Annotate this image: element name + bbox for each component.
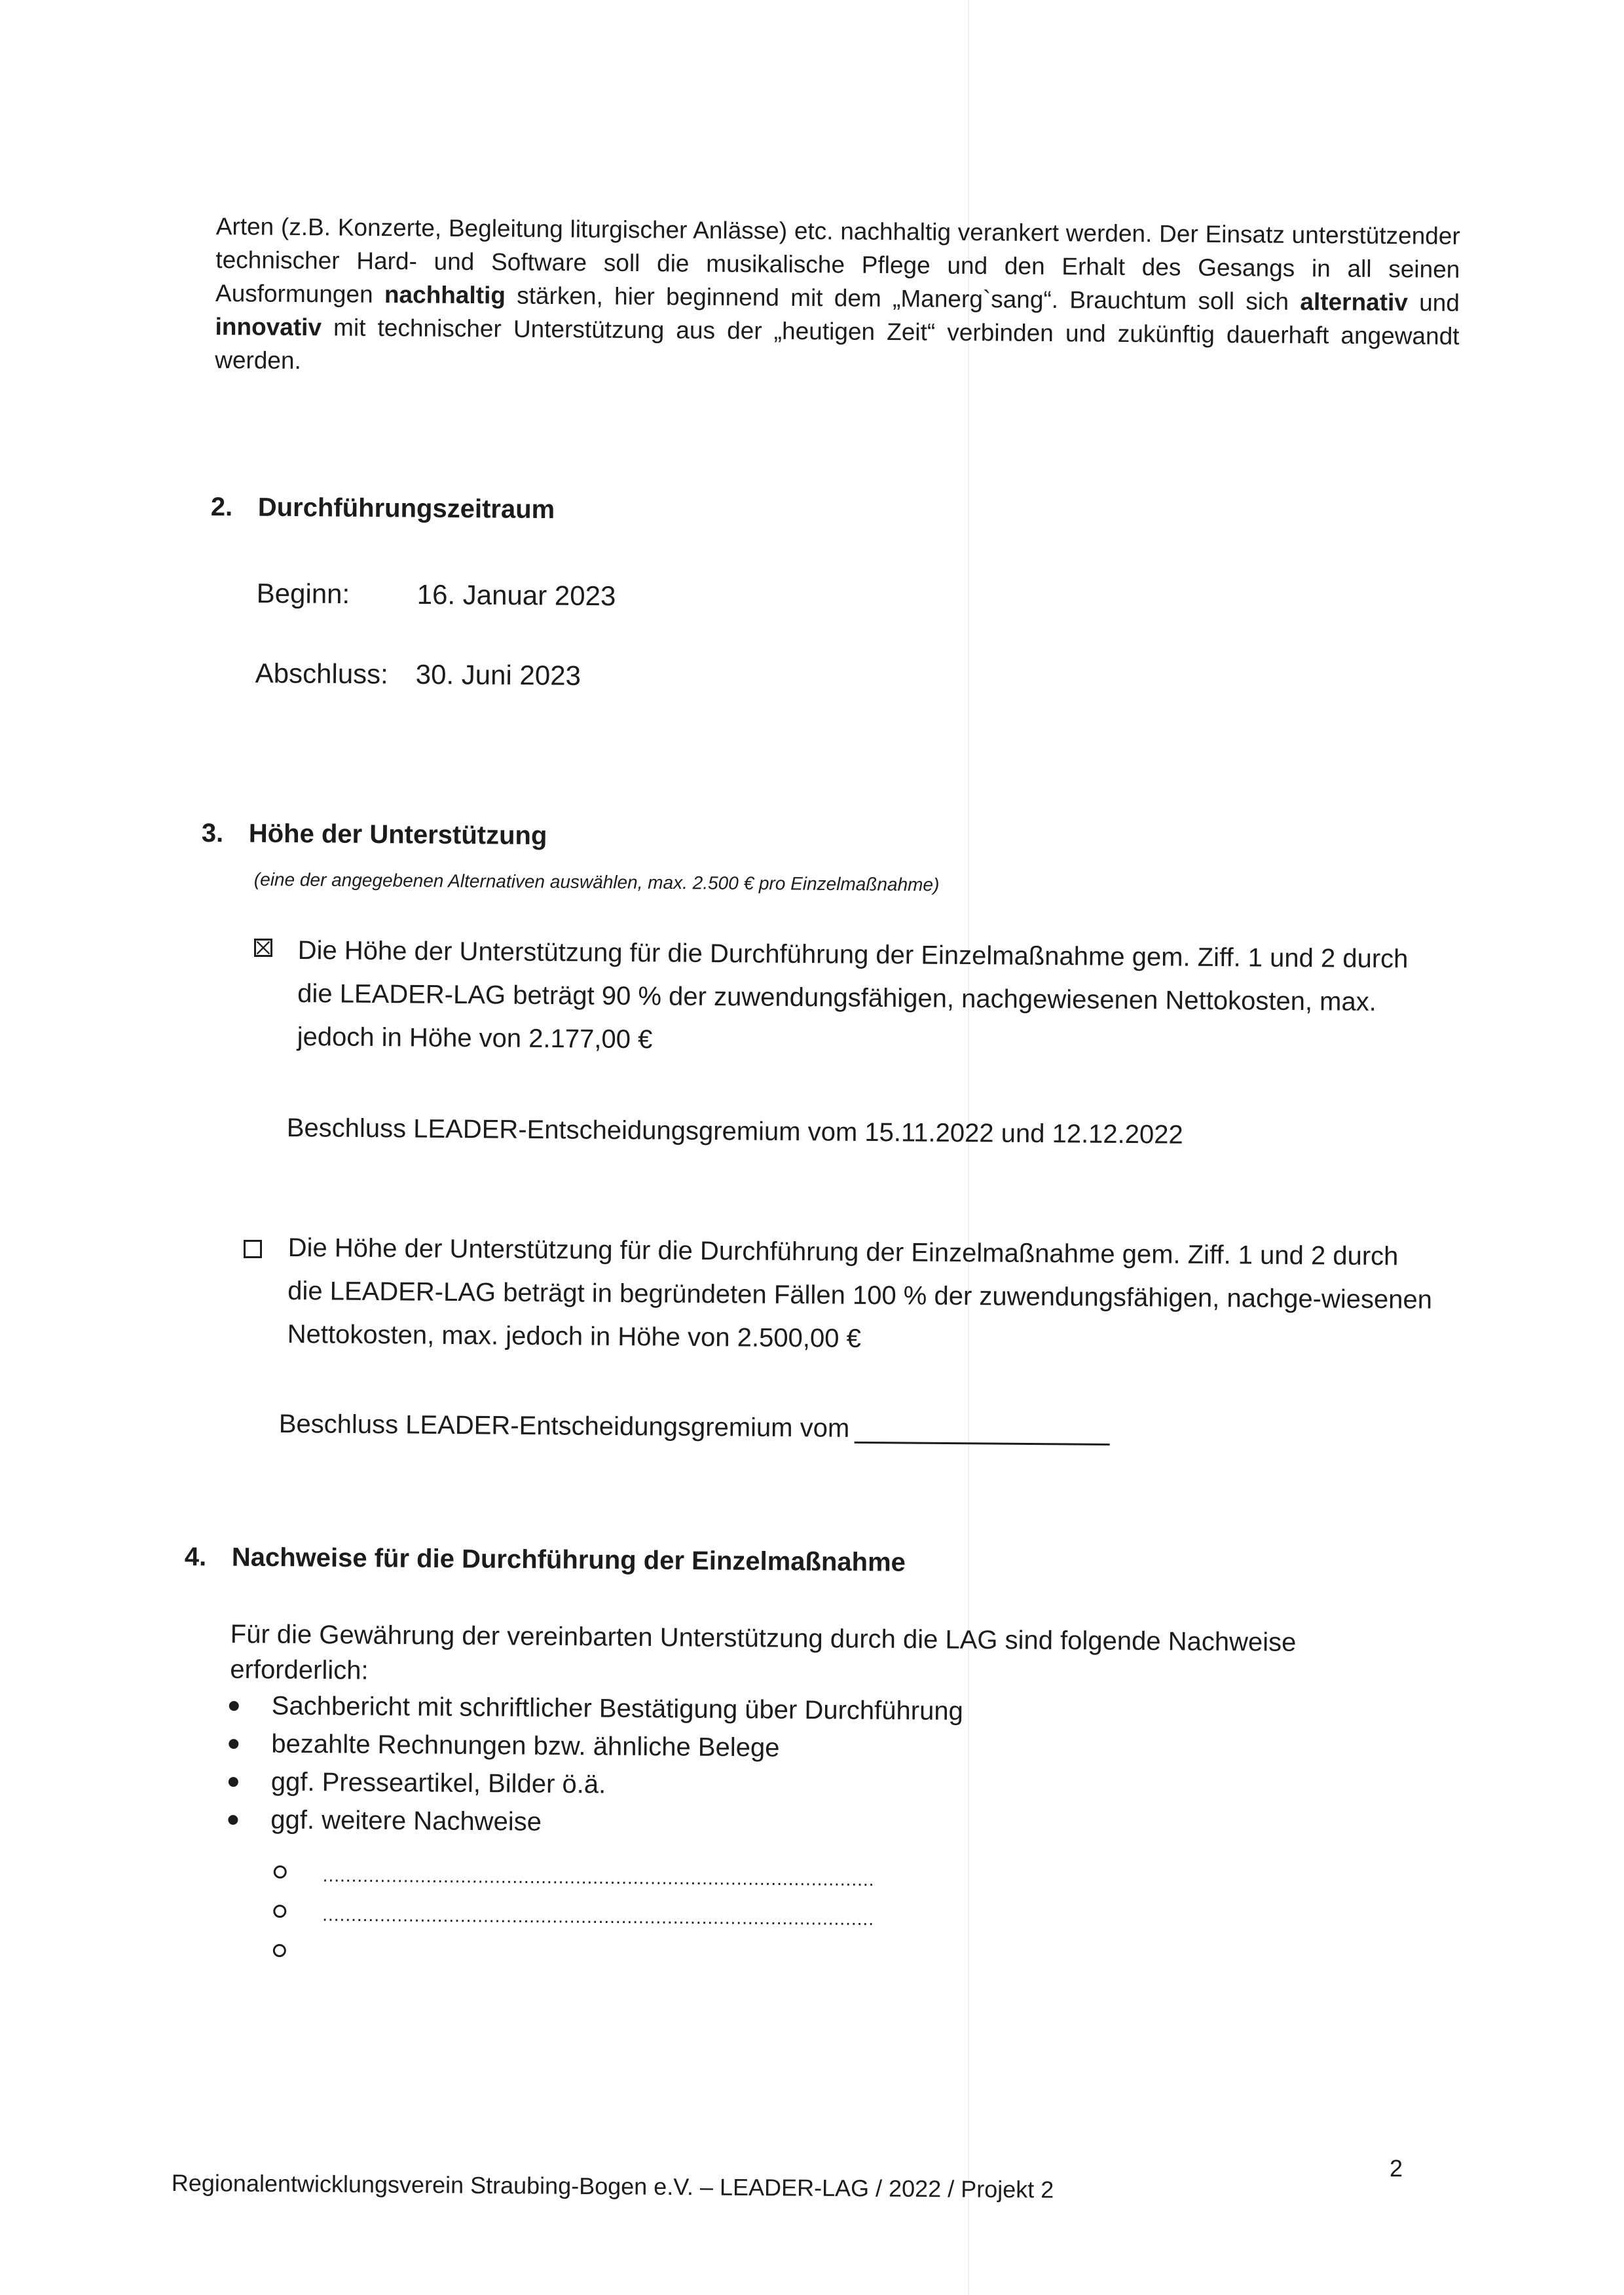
intro-text-4: mit technischer Unterstützung aus der „heutigen Zeit“ verbinden und zukünftig dauerhaft angewandt werden.	[215, 314, 1460, 375]
intro-bold-3: innovativ	[215, 312, 322, 341]
fill-in-line[interactable]: ................................................................................................	[322, 1904, 875, 1930]
sub-list-item	[274, 1854, 875, 1897]
circle-bullet-icon	[273, 1944, 286, 1957]
option-2-decision-label: Beschluss LEADER-Entscheidungsgremium vom	[278, 1409, 850, 1443]
list-item	[226, 1687, 963, 1730]
list-item-label: Sachbericht mit schriftlicher Bestätigung über Durchführung	[271, 1691, 963, 1726]
intro-bold-1: nachhaltig	[384, 281, 506, 309]
intro-text-2: stärken, hier beginnend mit dem „Manerg`sang“. Brauchtum soll sich	[505, 282, 1301, 316]
circle-bullet-icon	[274, 1865, 287, 1878]
option-1-checkbox[interactable]	[254, 939, 272, 957]
further-evidence-list	[273, 1854, 875, 1976]
section-4-intro: Für die Gewährung der vereinbarten Unterstützung durch die LAG sind folgende Nachweise erforderlich:	[230, 1619, 1297, 1685]
intro-text-3: und	[1407, 289, 1460, 316]
option-1-text	[297, 929, 1450, 1068]
end-value: 30. Juni 2023	[415, 658, 581, 691]
bullet-icon	[229, 1777, 238, 1787]
list-item	[225, 1763, 963, 1806]
decision-date-blank[interactable]	[855, 1419, 1110, 1446]
bullet-icon	[229, 1701, 239, 1711]
bullet-icon	[229, 1739, 238, 1749]
checkbox-cross-icon	[256, 941, 270, 955]
intro-paragraph	[215, 210, 1460, 386]
intro-bold-2: alternativ	[1300, 288, 1409, 316]
section-2-title: Durchführungszeitraum	[257, 493, 555, 525]
section-2-number: 2.	[210, 493, 233, 522]
section-3-note: (eine der angegebenen Alternativen auswählen, max. 2.500 € pro Einzelmaßnahme)	[253, 869, 940, 895]
section-3-number: 3.	[201, 819, 224, 848]
list-item	[225, 1801, 962, 1844]
option-1-description: Die Höhe der Unterstützung für die Durchführung der Einzelmaßnahme gem. Ziff. 1 und 2 durch die LEADER-LAG beträgt 90 % der zuwendungsfähigen, nachgewiesenen Nettokosten, max. jedoch in Höhe von 2.177,00 €	[297, 935, 1409, 1054]
evidence-list	[225, 1687, 963, 1844]
option-2-decision	[279, 1409, 1111, 1446]
section-2-heading	[211, 493, 555, 525]
option-2-description: Die Höhe der Unterstützung für die Durchführung der Einzelmaßnahme gem. Ziff. 1 und 2 durch die LEADER-LAG beträgt in begründeten Fällen 100 % der zuwendungsfähigen, nachge-wiesenen Nettokosten, max. jedoch in Höhe von 2.500,00 €	[287, 1233, 1433, 1353]
section-3-title: Höhe der Unterstützung	[248, 819, 547, 851]
sub-list-item	[273, 1932, 874, 1976]
begin-label: Beginn:	[256, 577, 350, 610]
begin-row	[256, 572, 616, 618]
option-2-checkbox[interactable]	[244, 1240, 262, 1258]
list-item	[225, 1725, 963, 1768]
sub-list-item	[273, 1893, 874, 1937]
section-4-number: 4.	[184, 1542, 207, 1572]
section-4-title: Nachweise für die Durchführung der Einzelmaßnahme	[231, 1542, 906, 1577]
page-number: 2	[1390, 2155, 1403, 2182]
fill-in-line[interactable]: ................................................................................................	[322, 1865, 875, 1890]
list-item-label: bezahlte Rechnungen bzw. ähnliche Belege	[271, 1729, 780, 1763]
option-1-decision: Beschluss LEADER-Entscheidungsgremium vom 15.11.2022 und 12.12.2022	[286, 1113, 1183, 1149]
section-3-heading	[202, 819, 547, 851]
page-footer: Regionalentwicklungsverein Straubing-Bogen e.V. – LEADER-LAG / 2022 / Projekt 2	[171, 2169, 1054, 2203]
list-item-label: ggf. Presseartikel, Bilder ö.ä.	[270, 1767, 606, 1799]
circle-bullet-icon	[273, 1905, 286, 1918]
section-4-heading	[185, 1542, 906, 1578]
bullet-icon	[228, 1815, 238, 1825]
option-2-text	[287, 1226, 1441, 1365]
intro-text-1: Arten (z.B. Konzerte, Begleitung liturgischer Anlässe) etc. nachhaltig verankert werden. Der Einsatz unterstützender technischer Hard- und Software soll die musikalische Pflege und den Erhalt des Gesangs in all seinen Ausformungen	[215, 212, 1460, 308]
end-label: Abschluss:	[255, 657, 389, 690]
list-item-label: ggf. weitere Nachweise	[270, 1805, 542, 1837]
begin-value: 16. Januar 2023	[416, 578, 616, 612]
end-row	[255, 652, 581, 698]
